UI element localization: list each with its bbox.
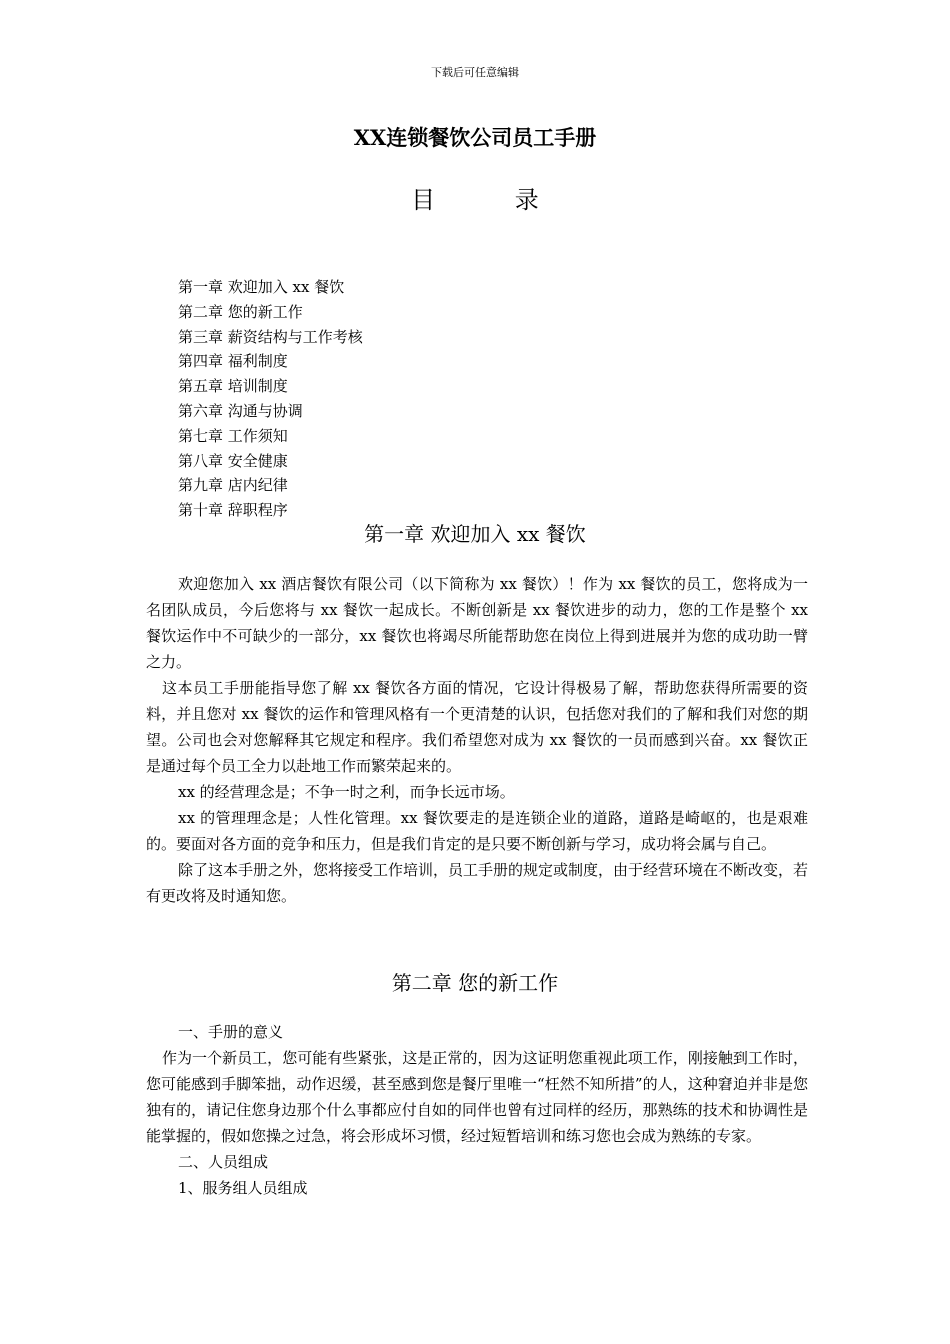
chapter-1-paragraph: xx 的经营理念是；不争一时之利，而争长远市场。 bbox=[178, 783, 515, 801]
chapter-1-paragraph: 除了这本手册之外，您将接受工作培训，员工手册的规定或制度，由于经营环境在不断改变，若有更改将及时通知您。 bbox=[146, 861, 809, 905]
chapter-1-paragraph: 欢迎您加入 xx 酒店餐饮有限公司（以下简称为 xx 餐饮）！作为 xx 餐饮的员工，您将成为一名团队成员，今后您将与 xx 餐饮一起成长。不断创新是 xx 餐饮进步的动力，您的工作是整个 xx 餐饮运作中不可缺少的一部分，xx 餐饮也将竭尽所能帮助您在岗位上得到进展并为您的成功助一臂之力。 bbox=[146, 575, 808, 671]
section-title: 二、人员组成 bbox=[178, 1153, 269, 1171]
chapter-1-body bbox=[146, 571, 808, 909]
document-title: XX连锁餐饮公司员工手册 bbox=[353, 125, 597, 150]
toc-item: 第三章 薪资结构与工作考核 bbox=[178, 327, 363, 346]
toc-title: 目 录 bbox=[411, 186, 575, 214]
toc-item: 第八章 安全健康 bbox=[178, 451, 288, 470]
chapter-2-heading: 第二章 您的新工作 bbox=[391, 971, 559, 995]
chapter-1-heading: 第一章 欢迎加入 xx 餐饮 bbox=[364, 522, 586, 546]
toc-item: 第十章 辞职程序 bbox=[178, 501, 288, 520]
toc-item: 第七章 工作须知 bbox=[178, 426, 288, 445]
table-of-contents bbox=[178, 275, 363, 523]
chapter-1-paragraph: xx 的管理理念是；人性化管理。xx 餐饮要走的是连锁企业的道路，道路是崎岖的，也是艰难的。要面对各方面的竞争和压力，但是我们肯定的是只要不断创新与学习，成功将会属与自己。 bbox=[146, 809, 808, 853]
section-title: 一、手册的意义 bbox=[178, 1023, 284, 1041]
toc-item: 第四章 福利制度 bbox=[178, 352, 288, 371]
toc-item: 第六章 沟通与协调 bbox=[178, 401, 303, 420]
toc-item: 第一章 欢迎加入 xx 餐饮 bbox=[178, 278, 345, 296]
toc-item: 第五章 培训制度 bbox=[178, 377, 288, 396]
section-paragraph: 作为一个新员工，您可能有些紧张，这是正常的，因为这证明您重视此项工作，刚接触到工作时，您可能感到手脚笨拙，动作迟缓，甚至感到您是餐厅里唯一“枉然不知所措”的人，这种窘迫并非是您独有的，请记住您身边那个什么事都应付自如的同伴也曾有过同样的经历，那熟练的技术和协调性是能掌握的，假如您操之过急，将会形成坏习惯，经过短暂培训和练习您也会成为熟练的专家。 bbox=[146, 1049, 808, 1145]
page-header-note: 下载后可任意编辑 bbox=[431, 66, 519, 79]
chapter-2-body bbox=[146, 1019, 808, 1201]
toc-item: 第二章 您的新工作 bbox=[178, 302, 303, 321]
toc-item: 第九章 店内纪律 bbox=[178, 476, 288, 495]
subsection-title: 1、服务组人员组成 bbox=[178, 1179, 308, 1197]
chapter-1-paragraph: 这本员工手册能指导您了解 xx 餐饮各方面的情况，它设计得极易了解，帮助您获得所需要的资料，并且您对 xx 餐饮的运作和管理风格有一个更清楚的认识，包括您对我们的了解和我们对您的期望。公司也会对您解释其它规定和程序。我们希望您对成为 xx 餐饮的一员而感到兴奋。xx 餐饮正是通过每个员工全力以赴地工作而繁荣起来的。 bbox=[146, 679, 808, 775]
